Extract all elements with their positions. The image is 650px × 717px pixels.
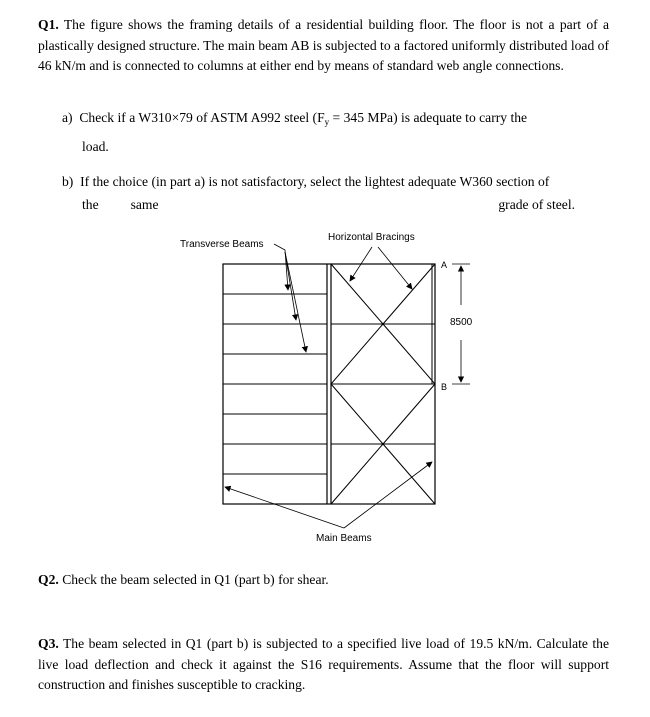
- label-point-b: B: [441, 382, 448, 392]
- label-horizontal-bracings: Horizontal Bracings: [328, 232, 415, 243]
- question-1a-line1: Check if a W310×79 of ASTM A992 steel (F: [79, 110, 325, 125]
- bracing-leaders: [350, 247, 412, 289]
- question-1-text: The figure shows the framing details of a residential building floor. The floor is not a part of a plastically designed structure. The main beam AB is subjected to a factored uniformly distributed load of 46 kN/m and is connected to columns at either end by means of standard web angle connections.: [38, 17, 609, 73]
- question-2: [38, 570, 609, 591]
- question-1b-label: b): [62, 174, 74, 189]
- transverse-beams: [223, 294, 327, 474]
- question-1a-subscript: y: [324, 117, 330, 127]
- label-point-a: A: [441, 260, 448, 270]
- main-beams: [327, 264, 331, 504]
- question-2-number: Q2.: [38, 572, 59, 587]
- question-2-text: Check the beam selected in Q1 (part b) for shear.: [62, 572, 329, 587]
- question-1b-line1: If the choice (in part a) is not satisfactory, select the lightest adequate W360 section of: [80, 174, 550, 189]
- label-transverse-beams: Transverse Beams: [180, 239, 264, 250]
- label-main-beams: Main Beams: [316, 533, 372, 544]
- question-1a-label: a): [62, 110, 73, 125]
- question-1b-word-the: the: [82, 196, 99, 212]
- question-3: [38, 634, 609, 696]
- question-1b-word-grade: grade of steel.: [498, 196, 575, 212]
- main-beam-leaders: [225, 462, 432, 528]
- right-bay-beams: [331, 324, 435, 444]
- question-3-number: Q3.: [38, 636, 59, 651]
- transverse-leaders: [274, 244, 306, 352]
- question-1a-line2: load.: [82, 138, 109, 154]
- question-1a-line1-end: = 345 MPa) is adequate to carry the: [329, 110, 528, 125]
- question-1b-word-same: same: [130, 196, 159, 212]
- question-1-number: Q1.: [38, 17, 59, 32]
- label-dimension: 8500: [450, 317, 473, 328]
- question-3-text: The beam selected in Q1 (part b) is subjected to a specified live load of 19.5 kN/m. Calculate the live load deflection and check it against the S16 requirements. Assume that the floor will support construction and finishes susceptible to cracking.: [38, 636, 609, 692]
